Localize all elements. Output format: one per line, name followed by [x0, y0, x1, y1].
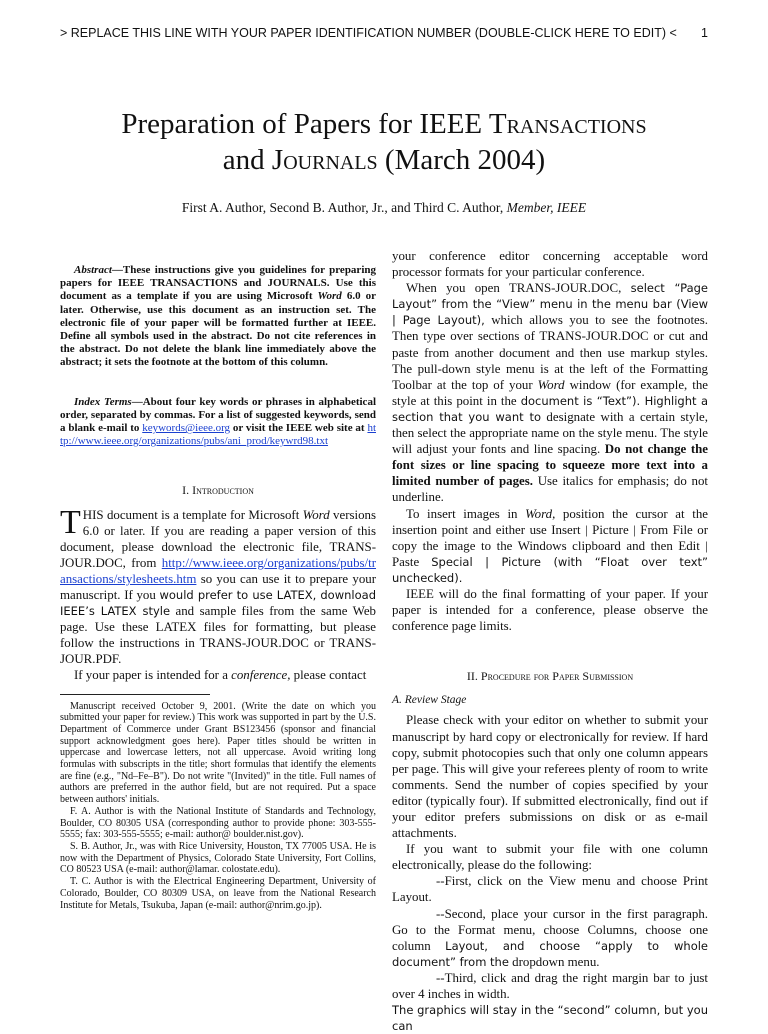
body-text: so you can use it to prepare your manuscript. If you: [60, 571, 376, 602]
index-terms: [60, 396, 376, 449]
abstract-label: Abstract: [74, 264, 112, 276]
keywords-url-link[interactable]: http://www.ieee.org/organizations/pubs/ani_prod/keywrd98.txt: [60, 422, 376, 448]
footnote-author-2: S. B. Author, Jr., was with Rice University, Houston, TX 77005 USA. He is now with the Department of Physics, Colorado State University, Fort Collins, CO 80523 USA (e-mail: author@lamar. colostate.edu).: [60, 841, 376, 876]
section-title-sc: ubmission: [589, 669, 634, 684]
body-paragraph: [392, 1002, 708, 1034]
drop-cap: T: [60, 503, 81, 541]
section-title-sc: rocedure for: [487, 669, 553, 684]
intro-paragraph-2: [60, 667, 376, 683]
body-text: please contact: [290, 668, 367, 683]
body-text: --Second, place your cursor in the first paragraph. Go to the Format menu, choose Columns, choose one column: [392, 906, 708, 953]
body-sans-text: Layout, and choose “apply to whole document” from the: [392, 938, 709, 969]
abstract-text: —These instructions give you guidelines for preparing papers for IEEE TRANSACTIONS and JOURNALS. Use this document as a template if you are using Microsoft: [60, 264, 376, 303]
page-number: 1: [701, 26, 708, 40]
body-text: versions 6.0 or later. If you are reading a paper version of this document, please download the electronic file, TRANS-JOUR.DOC, from: [60, 507, 377, 570]
title-text: (March 2004): [377, 144, 546, 176]
abstract: [60, 264, 376, 370]
footnote-divider: [60, 694, 210, 695]
running-header: [60, 26, 708, 44]
body-paragraph: If you want to submit your file with one column electronically, please do the following:: [392, 842, 708, 873]
body-text: When you open TRANS-JOUR.DOC,: [406, 281, 631, 296]
body-text: If your paper is intended for a: [74, 668, 232, 683]
body-paragraph: [392, 280, 708, 505]
section-title: P: [480, 669, 488, 684]
paper-title: [60, 106, 708, 178]
abstract-word: Word: [317, 290, 342, 303]
author-line: [60, 200, 708, 216]
section-heading-introduction: [60, 482, 376, 498]
index-terms-label: Index Terms: [74, 395, 132, 408]
stylesheets-url-link[interactable]: http://www.ieee.org/organizations/pubs/transactions/stylesheets.htm: [60, 555, 376, 586]
section-title: I: [192, 483, 197, 498]
body-text: and sample files from the same Web page. Use these LATEX files for formatting, but please follow the instructions in TRANS-JOUR.DOC or TRANS-JOUR.PDF.: [60, 604, 376, 667]
body-text: designate with a certain style, then select the appropriate name on the style menu. The style will adjust your fonts and line spacing.: [392, 409, 708, 457]
body-italic: conference,: [231, 668, 291, 683]
title-text: and J: [222, 144, 284, 176]
author-names: First A. Author, Second B. Author, Jr., and Third C. Author,: [181, 200, 507, 215]
body-text: which allows you to see the footnotes. Then type over sections of TRANS-JOUR.DOC or cut and paste from another document and then use markup styles. The pull-down style menu is at the left of the Formatting Toolbar at the top of your: [392, 313, 708, 392]
body-text: HIS document is a template for Microsoft: [82, 507, 303, 522]
body-text: Use italics for emphasis; do not underline.: [392, 474, 708, 505]
author-membership: Member, IEEE: [506, 200, 587, 215]
intro-paragraph: [60, 503, 377, 668]
subsection-heading-review-stage: A. Review Stage: [392, 694, 467, 707]
body-sans-text: The graphics will stay in the “second” column, but you can: [392, 1003, 708, 1034]
instruction-step-1: --First, click on the View menu and choose Print Layout.: [392, 874, 708, 905]
index-terms-text: or visit the IEEE web site at: [230, 422, 368, 435]
right-column: [392, 248, 708, 1034]
paper-id-line[interactable]: > REPLACE THIS LINE WITH YOUR PAPER IDENTIFICATION NUMBER (DOUBLE-CLICK HERE TO EDIT) <: [60, 26, 677, 40]
body-text: position the cursor at the insertion point and either use Insert | Picture | From File or copy the image to the Windows clipboard and then Edit | Paste: [392, 506, 708, 569]
body-text: window (for example, the style at this point in the: [392, 377, 708, 408]
title-text: Preparation of Papers for IEEE T: [121, 108, 507, 140]
body-paragraph: [392, 506, 708, 586]
body-sans-text: document is “Text”). Highlight a section that you want to: [392, 393, 708, 424]
body-italic: Word: [302, 507, 330, 522]
body-text: dropdown menu.: [508, 954, 600, 969]
body-bold: Do not change the font sizes or line spacing to squeeze more text into a limited number of pages.: [392, 442, 709, 489]
body-italic: Word: [537, 377, 565, 392]
body-paragraph: IEEE will do the final formatting of your paper. If your paper is intended for a conference, please observe the conference page limits.: [392, 586, 708, 634]
body-paragraph: Please check with your editor on whether to submit your manuscript by hard copy or electronically for review. If hard copy, submit photocopies such that only one column appears per page. This will give your referees plenty of room to write comments. Send the number of copies specified by your editor (typically four). If submitted electronically, find out if your editor prefers submissions on disk or as e-mail attachments.: [392, 713, 708, 841]
body-italic: Word,: [525, 506, 556, 521]
footnote-author-1: F. A. Author is with the National Institute of Standards and Technology, Boulder, CO 80305 USA (corresponding author to provide phone: 303-555-5555; fax: 303-555-5555; e-mail: author@ boulder.nist.gov).: [60, 805, 376, 841]
left-column: [60, 248, 376, 911]
section-heading-procedure: [392, 668, 708, 684]
body-sans-text: would prefer to use LATEX, download IEEE’s LATEX style: [60, 588, 376, 619]
instruction-step-3: --Third, click and drag the right margin bar to just over 4 inches in width.: [392, 970, 708, 1002]
instruction-step-2: [392, 906, 708, 970]
body-sans-text: Special | Picture (with “Float over text” unchecked).: [392, 554, 708, 585]
section-title-sc: ntroduction: [196, 483, 254, 498]
title-text-sc: ransactions: [506, 108, 647, 140]
section-title: P: [552, 669, 559, 684]
body-text: To insert images in: [406, 506, 526, 521]
keywords-email-link[interactable]: keywords@ieee.org: [142, 422, 231, 435]
section-number: I.: [182, 483, 193, 498]
body-paragraph: your conference editor concerning acceptable word processor formats for your particular conference.: [392, 249, 708, 280]
index-terms-text: —About four key words or phrases in alphabetical order, separated by commas. For a list of suggested keywords, send a blank e-mail to: [60, 395, 376, 435]
section-title-sc: aper: [558, 669, 583, 684]
abstract-text: 6.0 or later. Otherwise, use this document as an instruction set. The electronic file of your paper will be formatted further at IEEE. Define all symbols used in the abstract. Do not cite references in the abstract. Do not delete the blank line immediately above the abstract; it sets the footnote at the bottom of this column.: [60, 290, 376, 369]
footnote-manuscript: Manuscript received October 9, 2001. (Write the date on which you submitted your paper for review.) This work was supported in part by the U.S. Department of Commerce under Grant BS123456 (sponsor and financial support acknowledgment goes here). Paper titles should be written in uppercase and lowercase letters, not all uppercase. Avoid writing long formulas with subscripts in the title; short formulas that identify the elements are fine (e.g., "Nd–Fe–B"). Do not write "(Invited)" in the title. Full names of authors are preferred in the author field, but are not required. Put a space between authors' initials.: [60, 700, 376, 806]
footnote-author-3: T. C. Author is with the Electrical Engineering Department, University of Colorado, Boulder, CO 80309 USA, on leave from the National Research Institute for Metals, Tsukuba, Japan (e-mail: author@nrim.go.jp).: [60, 876, 376, 911]
section-number: II.: [466, 669, 481, 684]
section-title: S: [582, 669, 590, 684]
body-sans-text: select “Page Layout” from the “View” menu in the menu bar (View | Page Layout),: [392, 281, 708, 328]
title-text-sc: ournals: [283, 144, 378, 176]
